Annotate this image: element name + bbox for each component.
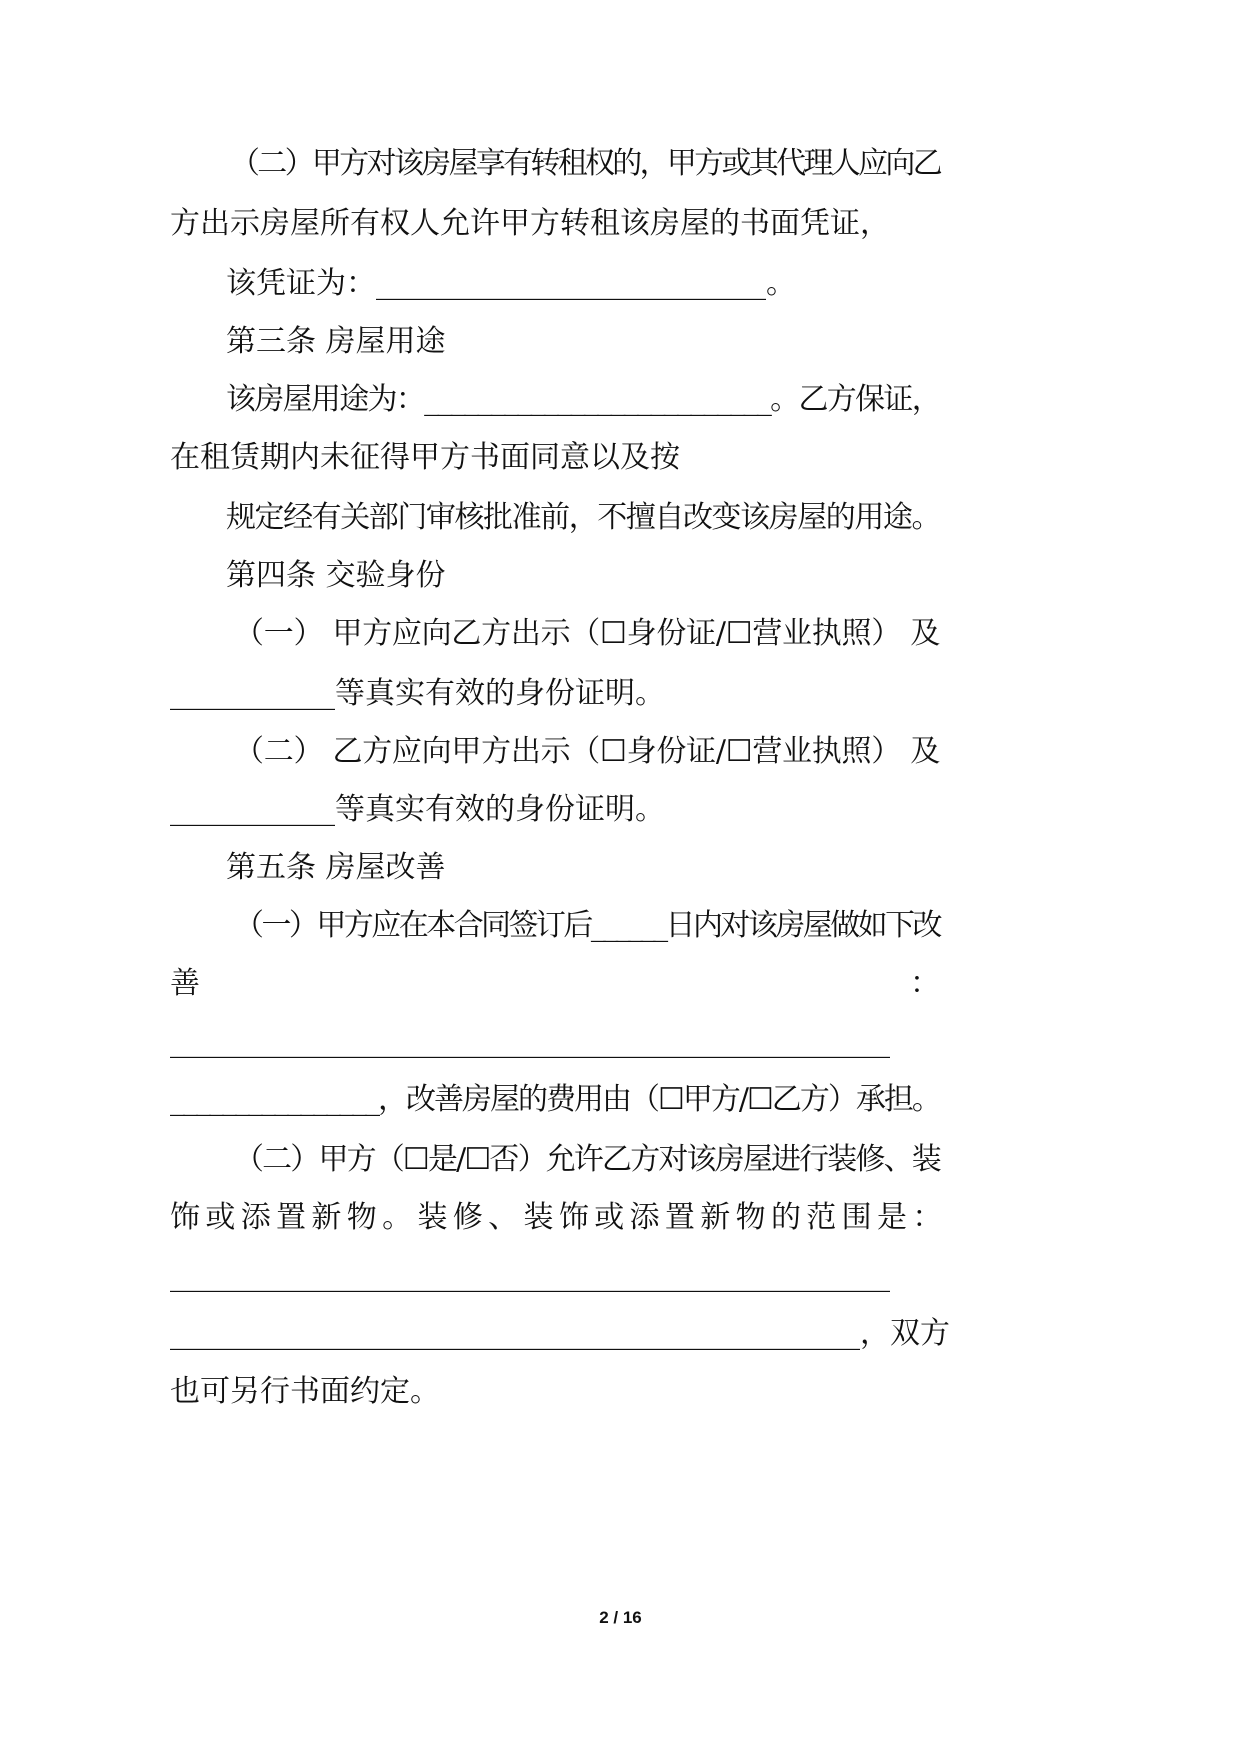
paragraph-line-justified xyxy=(170,964,940,1004)
text-segment: ______________________________________________， xyxy=(170,1316,890,1351)
paragraph-line: 规定经有关部门审核批准前，不擅自改变该房屋的用途。 xyxy=(226,500,940,535)
page-number: 2 / 16 xyxy=(599,1608,642,1627)
paragraph-line: ___________等真实有效的身份证明。 xyxy=(170,792,665,827)
paragraph-line: ________________，改善房屋的费用由（☐甲方/☐乙方）承担。 xyxy=(170,1082,940,1117)
article-heading: 第三条 房屋用途 xyxy=(226,324,446,359)
paragraph-line: （二）甲方对该房屋享有转租权的，甲方或其代理人应向乙 xyxy=(230,146,940,181)
paragraph-line: （一）甲方应在本合同签订后______日内对该房屋做如下改 xyxy=(234,908,940,943)
paragraph-line: （二）甲方（☐是/☐否）允许乙方对该房屋进行装修、装 xyxy=(234,1142,940,1177)
blank-fill-line: ________________________________________________ xyxy=(170,1024,890,1059)
paragraph-line: 该房屋用途为：__________________________。乙方保证， xyxy=(226,382,940,417)
paragraph-line: 方出示房屋所有权人允许甲方转租该房屋的书面凭证， xyxy=(170,206,890,241)
paragraph-line-justified xyxy=(170,1314,950,1354)
blank-fill-line: ________________________________________________ xyxy=(170,1258,890,1293)
paragraph-line: 也可另行书面约定。 xyxy=(170,1374,440,1409)
article-heading: 第四条 交验身份 xyxy=(226,558,446,593)
paragraph-line: （二） 乙方应向甲方出示（☐身份证/☐营业执照） 及 xyxy=(234,734,940,769)
paragraph-line: （一） 甲方应向乙方出示（☐身份证/☐营业执照） 及 xyxy=(234,616,940,651)
paragraph-line: ___________等真实有效的身份证明。 xyxy=(170,676,665,711)
paragraph-line: 该凭证为：__________________________。 xyxy=(226,266,796,301)
text-segment: 双方 xyxy=(890,1316,950,1351)
article-heading: 第五条 房屋改善 xyxy=(226,850,446,885)
text-segment: ： xyxy=(910,966,940,1001)
paragraph-line: 饰 或 添 置 新 物 。 装 修 、 装 饰 或 添 置 新 物 的 范 围 是 ： xyxy=(170,1200,941,1235)
text-segment: 善 xyxy=(170,966,200,1001)
paragraph-line: 在租赁期内未征得甲方书面同意以及按 xyxy=(170,440,680,475)
